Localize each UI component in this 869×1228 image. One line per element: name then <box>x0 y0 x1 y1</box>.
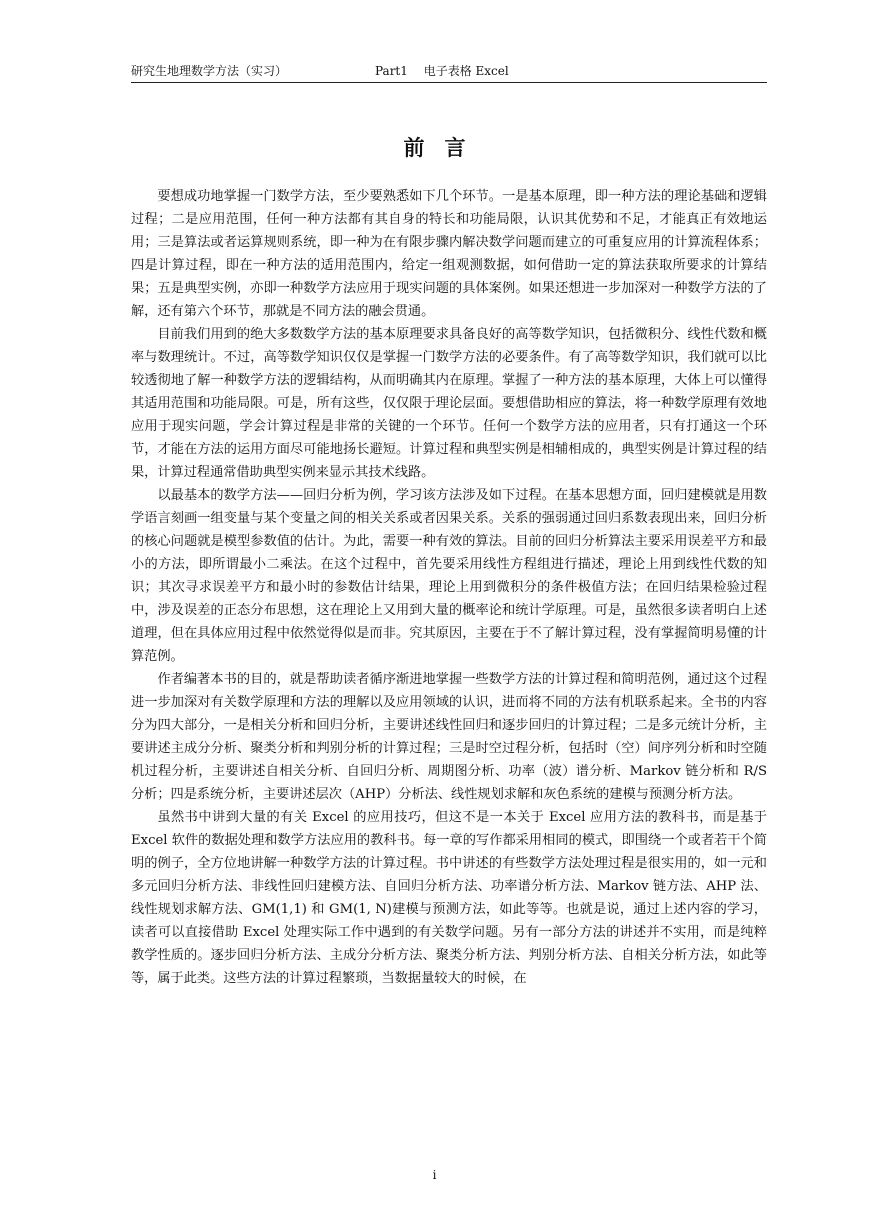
paragraph: 目前我们用到的绝大多数数学方法的基本原理要求具备良好的高等数学知识，包括微积分、线性代数和概率与数理统计。不过，高等数学知识仅仅是掌握一门数学方法的必要条件。有了高等数学知识，我们就可以比较透彻地了解一种数学方法的逻辑结构，从而明确其内在原理。掌握了一种方法的基本原理，大体上可以懂得其适用范围和功能局限。可是，所有这些，仅仅限于理论层面。要想借助相应的算法，将一种数学原理有效地应用于现实问题，学会计算过程是非常的关键的一个环节。任何一个数学方法的应用者，只有打通这一个环节，才能在方法的运用方面尽可能地扬长避短。计算过程和典型实例是相辅相成的，典型实例是计算过程的结果，计算过程通常借助典型实例来显示其技术线路。 <box>131 327 767 480</box>
body-text <box>131 185 767 990</box>
page-number: i <box>432 1168 437 1182</box>
paragraph: 虽然书中讲到大量的有关 Excel 的应用技巧，但这不是一本关于 Excel 应用方法的教科书，而是基于 Excel 软件的数据处理和数学方法应用的教科书。每一章的写作都采用相同的模式，即围绕一个或者若干个简明的例子，全方位地讲解一种数学方法的计算过程。书中讲述的有些数学方法处理过程是很实用的，如一元和多元回归分析方法、非线性回归建模方法、自回归分析方法、功率谱分析方法、Markov 链方法、AHP 法、线性规划求解方法、GM(1,1) 和 GM(1, N)建模与预测方法，如此等等。也就是说，通过上述内容的学习，读者可以直接借助 Excel 处理实际工作中遇到的有关数学问题。另有一部分方法的讲述并不实用，而是纯粹教学性质的。逐步回归分析方法、主成分分析方法、聚类分析方法、判别分析方法、自相关分析方法，如此等等，属于此类。这些方法的计算过程繁琐，当数据量较大的时候，在 <box>131 810 767 986</box>
paragraph: 要想成功地掌握一门数学方法，至少要熟悉如下几个环节。一是基本原理，即一种方法的理论基础和逻辑过程；二是应用范围，任何一种方法都有其自身的特长和功能局限，认识其优势和不足，才能真正有效地运用；三是算法或者运算规则系统，即一种为在有限步骤内解决数学问题而建立的可重复应用的计算流程体系；四是计算过程，即在一种方法的适用范围内，给定一组观测数据，如何借助一定的算法获取所要求的计算结果；五是典型实例，亦即一种数学方法应用于现实问题的具体案例。如果还想进一步加深对一种数学方法的了解，还有第六个环节，那就是不同方法的融会贯通。 <box>131 189 767 319</box>
paragraph: 作者编著本书的目的，就是帮助读者循序渐进地掌握一些数学方法的计算过程和简明范例，通过这个过程进一步加深对有关数学原理和方法的理解以及应用领域的认识，进而将不同的方法有机联系起来。全书的内容分为四大部分，一是相关分析和回归分析，主要讲述线性回归和逐步回归的计算过程；二是多元统计分析，主要讲述主成分分析、聚类分析和判别分析的计算过程；三是时空过程分析，包括时（空）间序列分析和时空随机过程分析，主要讲述自相关分析、自回归分析、周期图分析、功率（波）谱分析、Markov 链分析和 R/S 分析；四是系统分析，主要讲述层次（AHP）分析法、线性规划求解和灰色系统的建模与预测分析方法。 <box>131 672 767 802</box>
header-book-title: 研究生地理数学方法（实习） <box>131 64 288 78</box>
paragraph: 以最基本的数学方法——回归分析为例，学习该方法涉及如下过程。在基本思想方面，回归建模就是用数学语言刻画一组变量与某个变量之间的相关关系或者因果关系。关系的强弱通过回归系数表现出来，回归分析的核心问题就是模型参数值的估计。为此，需要一种有效的算法。目前的回归分析算法主要采用误差平方和最小的方法，即所谓最小二乘法。在这个过程中，首先要采用线性方程组进行描述，理论上用到线性代数的知识；其次寻求误差平方和最小时的参数估计结果，理论上用到微积分的条件极值方法；在回归结果检验过程中，涉及误差的正态分布思想，这在理论上又用到大量的概率论和统计学原理。可是，虽然很多读者明白上述道理，但在具体应用过程中依然觉得似是而非。究其原因，主要在于不了解计算过程，没有掌握简明易懂的计算范例。 <box>131 488 767 664</box>
running-header <box>131 64 767 83</box>
page-title: 前言 <box>403 136 486 160</box>
header-part-title: Part1 电子表格 Excel <box>375 64 509 78</box>
